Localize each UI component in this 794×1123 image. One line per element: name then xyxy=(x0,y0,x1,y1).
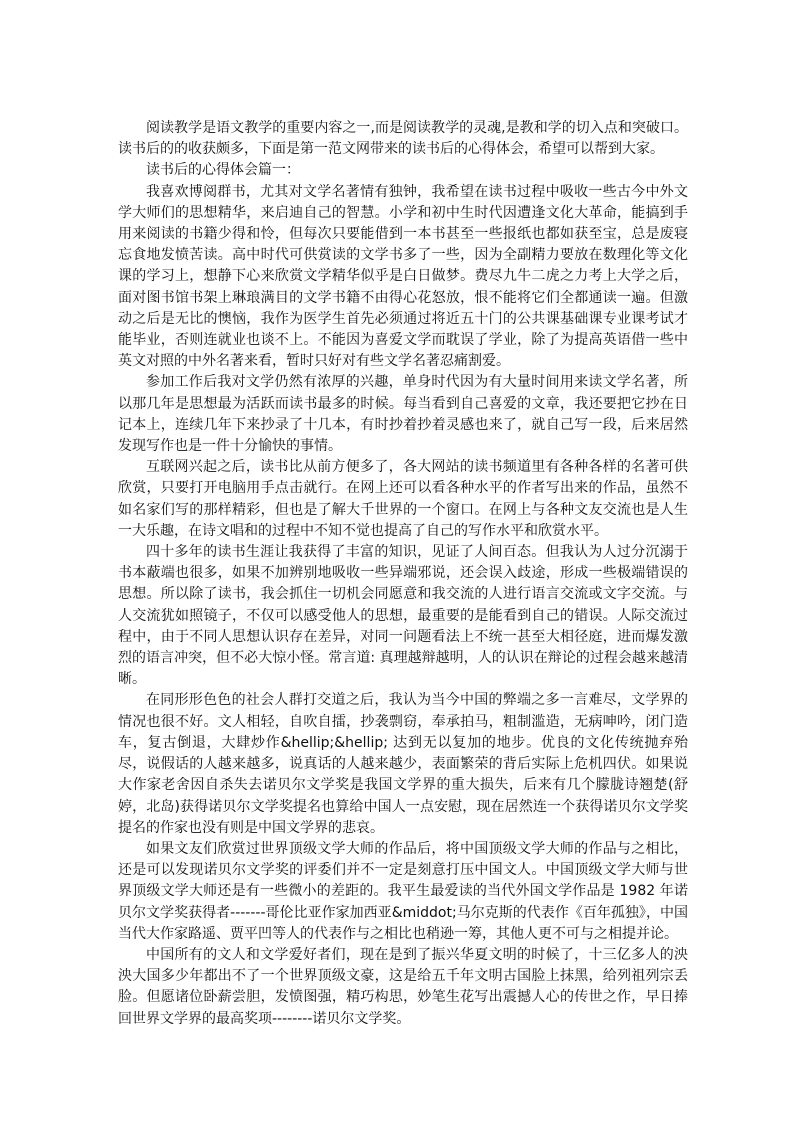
body-paragraph: 如果文友们欣赏过世界顶级文学大师的作品后，将中国顶级文学大师的作品与之相比，还是可以发现诺贝尔文学奖的评委们并不一定是刻意打压中国文人。中国顶级文学大师与世界顶级文学大师还是有一些微小的差距的。我平生最爱读的当代外国文学作品是 1982 年诺贝尔文学奖获得者-------哥伦比亚作家加西亚&middot;马尔克斯的代表作《百年孤独》，中国当代大作家路遥、贾平凹等人的代表作与之相比也稍逊一筹，其他人更不可与之相提并论。 xyxy=(118,840,688,942)
body-paragraph: 互联网兴起之后，读书比从前方便多了，各大网站的读书频道里有各种各样的名著可供欣赏，只要打开电脑用手点击就行。在网上还可以看各种水平的作者写出来的作品，虽然不如名家们写的那样精彩，但也是了解大千世界的一个窗口。在网上与各种文友交流也是人生一大乐趣，在诗文唱和的过程中不知不觉也提高了自己的写作水平和欣赏水平。 xyxy=(118,459,688,539)
document-page xyxy=(118,118,688,1030)
body-paragraph: 四十多年的读书生涯让我获得了丰富的知识，见证了人间百态。但我认为人过分沉溺于书本蔽端也很多，如果不加辨别地吸收一些异端邪说，还会误入歧途，形成一些极端错误的思想。所以除了读书，我会抓住一切机会同愿意和我交流的人进行语言交流或文字交流。与人交流犹如照镜子，不仅可以感受他人的思想，最重要的是能看到自己的错误。人际交流过程中，由于不同人思想认识存在差异，对同一问题看法上不统一甚至大相径庭，进而爆发激烈的语言冲突，但不必大惊小怪。常言道: 真理越辩越明，人的认识在辩论的过程会越来越清晰。 xyxy=(118,544,688,688)
body-paragraph: 中国所有的文人和文学爱好者们，现在是到了振兴华夏文明的时候了，十三亿多人的泱泱大国多少年都出不了一个世界顶级文豪，这是给五千年文明古国脸上抹黑，给列祖列宗丢脸。但愿诸位卧薪尝胆，发愤图强，精巧构思，妙笔生花写出震撼人心的传世之作，早日捧回世界文学界的最高奖项--------诺贝尔文学奖。 xyxy=(118,946,688,1027)
body-paragraph: 我喜欢博阅群书，尤其对文学名著情有独钟，我希望在读书过程中吸收一些古今中外文学大师们的思想精华，来启迪自己的智慧。小学和初中生时代因遭逢文化大革命，能搞到手用来阅读的书籍少得和怜，但每次只要能借到一本书甚至一些报纸也都如获至宝，总是废寝忘食地发愤苦读。高中时代可供赏读的文学书多了一些，因为全副精力要放在数理化等文化课的学习上，想静下心来欣赏文学精华似乎是白日做梦。费尽九牛二虎之力考上大学之后，面对图书馆书架上琳琅满目的文学书籍不由得心花怒放，恨不能将它们全都通读一遍。但激动之后是无比的懊恼，我作为医学生首先必须通过将近五十门的公共课基础课专业课考试才能毕业，否则连就业也谈不上。不能因为喜爱文学而耽误了学业，除了为提高英语借一些中英文对照的中外名著来看，暂时只好对有些文学名著忍痛割爱。 xyxy=(118,183,688,370)
section-heading: 读书后的心得体会篇一： xyxy=(146,162,300,179)
body-paragraph: 在同形形色色的社会人群打交道之后，我认为当今中国的弊端之多一言难尽，文学界的情况也很不好。文人相轻，自吹自擂，抄袭剽窃，奉承拍马，粗制滥造，无病呻吟，闭门造车，复古倒退，大肆炒作&hellip;&hellip; 达到无以复加的地步。优良的文化传统抛弃殆尽，说假话的人越来越多，说真话的人越来越少，表面繁荣的背后实际上危机四伏。如果说大作家老舍因自杀失去诺贝尔文学奖是我国文学界的重大损失，后来有几个朦胧诗翘楚(舒婷，北岛)获得诺贝尔文学奖提名也算给中国人一点安慰，现在居然连一个获得诺贝尔文学奖提名的作家也没有则是中国文学界的悲哀。 xyxy=(118,692,688,836)
body-paragraph: 参加工作后我对文学仍然有浓厚的兴趣，单身时代因为有大量时间用来读文学名著，所以那几年是思想最为活跃而读书最多的时候。每当看到自己喜爱的文章，我还要把它抄在日记本上，连续几年下来抄录了十几本，有时抄着抄着灵感也来了，就自己写一段，后来居然发现写作也是一件十分愉快的事情。 xyxy=(118,374,688,455)
intro-paragraph: 阅读教学是语文教学的重要内容之一,而是阅读教学的灵魂,是教和学的切入点和突破口。读书后的的收获颇多，下面是第一范文网带来的读书后的心得体会，希望可以帮到大家。 xyxy=(118,120,688,158)
